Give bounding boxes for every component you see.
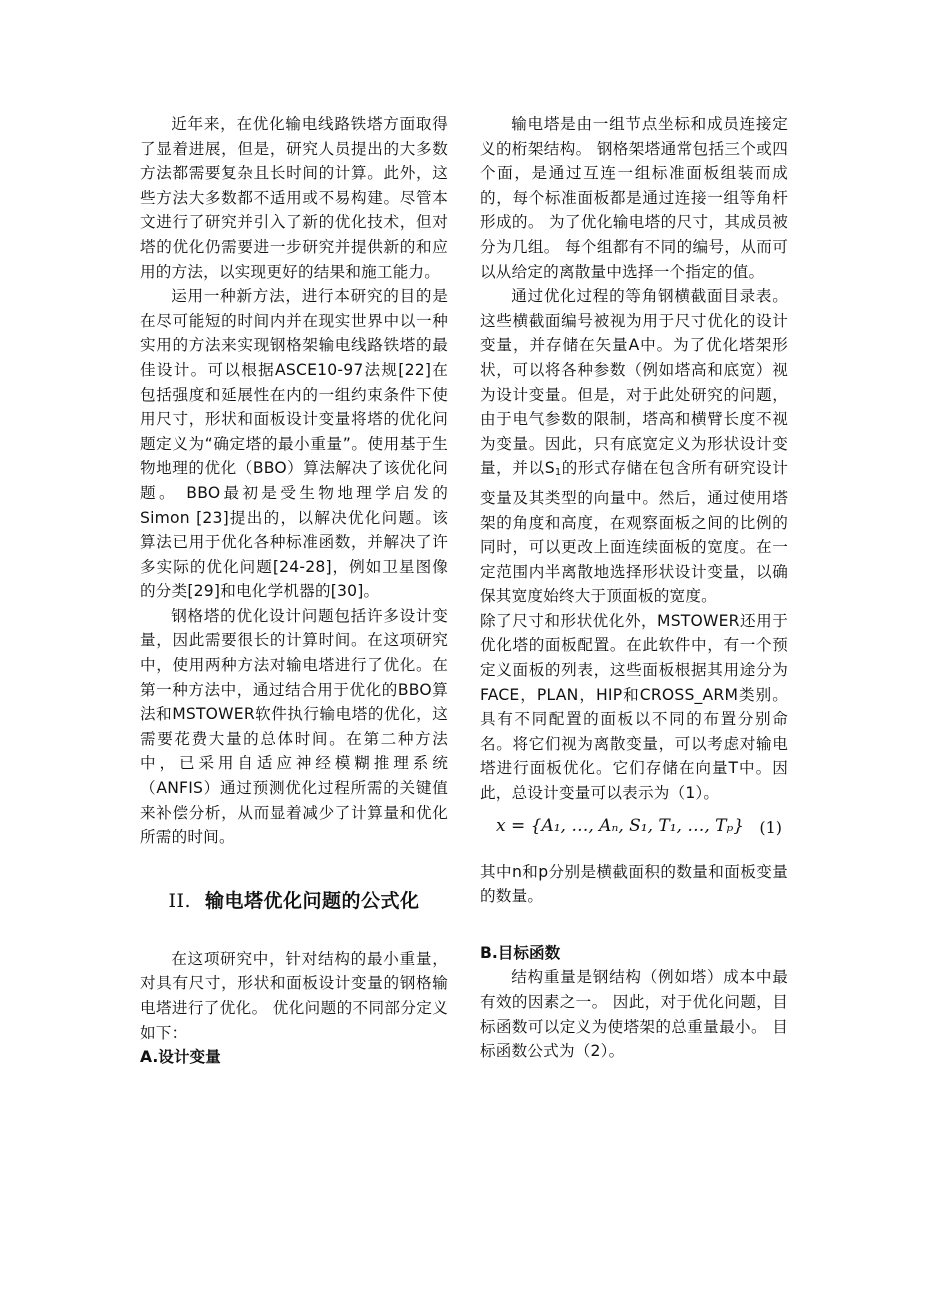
- paragraph: 除了尺寸和形状优化外，MSTOWER还用于优化塔的面板配置。在此软件中，有一个预定义面板的列表，这些面板根据其用途分为FACE，PLAN，HIP和CROSS_ARM类别。具有不同配置的面板以不同的布置分别命名。将它们视为离散变量，可以考虑对输电塔进行面板优化。它们存储在向量T中。因此，总设计变量可以表示为（1）。: [480, 611, 788, 803]
- section-title: 输电塔优化问题的公式化: [205, 889, 420, 912]
- equation-number: (1): [759, 817, 782, 837]
- paragraph: 输电塔是由一组节点坐标和成员连接定义的桁架结构。 钢格架塔通常包括三个或四个面，是通过互连一组标准面板组装而成的，每个标准面板都是通过连接一组等角杆形成的。 为了优化输电塔的尺寸，其成员被分为几组。 每个组都有不同的编号，从而可以从给定的离散量中选择一个指定的值。: [480, 115, 788, 281]
- equation: x = {A₁, …, Aₙ, S₁, T₁, …, Tₚ}: [496, 815, 745, 836]
- left-column: [140, 112, 448, 1070]
- subsection-heading-b: B.目标函数: [480, 943, 561, 962]
- paragraph: 在这项研究中，针对结构的最小重量，对具有尺寸，形状和面板设计变量的钢格输电塔进行了优化。 优化问题的不同部分定义如下：: [140, 949, 448, 1042]
- right-column: [480, 112, 788, 1064]
- paragraph-text: 通过优化过程的等角钢横截面目录表。这些横截面编号被视为用于尺寸优化的设计变量，并存储在矢量A中。为了优化塔架形状，可以将各种参数（例如塔高和底宽）视为设计变量。但是，对于此处研究的问题，由于电气参数的限制，塔高和横臂长度不视为变量。因此，只有底宽定义为形状设计变量，并以S: [480, 287, 788, 478]
- subsection-heading-a: A.设计变量: [140, 1048, 221, 1067]
- section-heading: [140, 886, 448, 913]
- paragraph: [480, 284, 788, 609]
- paragraph: 运用一种新方法，进行本研究的目的是在尽可能短的时间内并在现实世界中以一种实用的方法来实现钢格架输电线路铁塔的最佳设计。可以根据ASCE10-97法规[22]在包括强度和延展性在内的一组约束条件下使用尺寸，形状和面板设计变量将塔的优化问题定义为“确定塔的最小重量”。使用基于生物地理的优化（BBO）算法解决了该优化问题。 BBO最初是受生物地理学启发的Simon [23]提出的，以解决优化问题。该算法已用于优化各种标准函数，并解决了许多实际的优化问题[24-28]，例如卫星图像的分类[29]和电化学机器的[30]。: [140, 287, 448, 601]
- equation-row: [480, 810, 788, 854]
- paragraph: 近年来，在优化输电线路铁塔方面取得了显着进展，但是，研究人员提出的大多数方法都需要复杂且长时间的计算。此外，这些方法大多数都不适用或不易构建。尽管本文进行了研究并引入了新的优化技术，但对塔的优化仍需要进一步研究并提供新的和应用的方法，以实现更好的结果和施工能力。: [140, 115, 448, 281]
- paragraph: 结构重量是钢结构（例如塔）成本中最有效的因素之一。 因此，对于优化问题，目标函数可以定义为使塔架的总重量最小。 目标函数公式为（2）。: [480, 968, 788, 1061]
- paragraph: 钢格塔的优化设计问题包括许多设计变量，因此需要很长的计算时间。在这项研究中，使用两种方法对输电塔进行了优化。在第一种方法中，通过结合用于优化的BBO算法和MSTOWER软件执行输电塔的优化，这需要花费大量的总体时间。在第二种方法中，已采用自适应神经模糊推理系统（ANFIS）通过预测优化过程所需的关键值来补偿分析，从而显着减少了计算量和优化所需的时间。: [140, 606, 448, 847]
- section-number: II.: [168, 889, 192, 912]
- subscript: 1: [554, 467, 562, 479]
- paragraph: 其中n和p分别是横截面积的数量和面板变量的数量。: [480, 862, 788, 906]
- paragraph-text: 的形式存储在包含所有研究设计变量及其类型的向量中。然后，通过使用塔架的角度和高度，在观察面板之间的比例的同时，可以更改上面连续面板的宽度。在一定范围内半离散地选择形状设计变量，以确保其宽度始终大于顶面板的宽度。: [480, 459, 788, 606]
